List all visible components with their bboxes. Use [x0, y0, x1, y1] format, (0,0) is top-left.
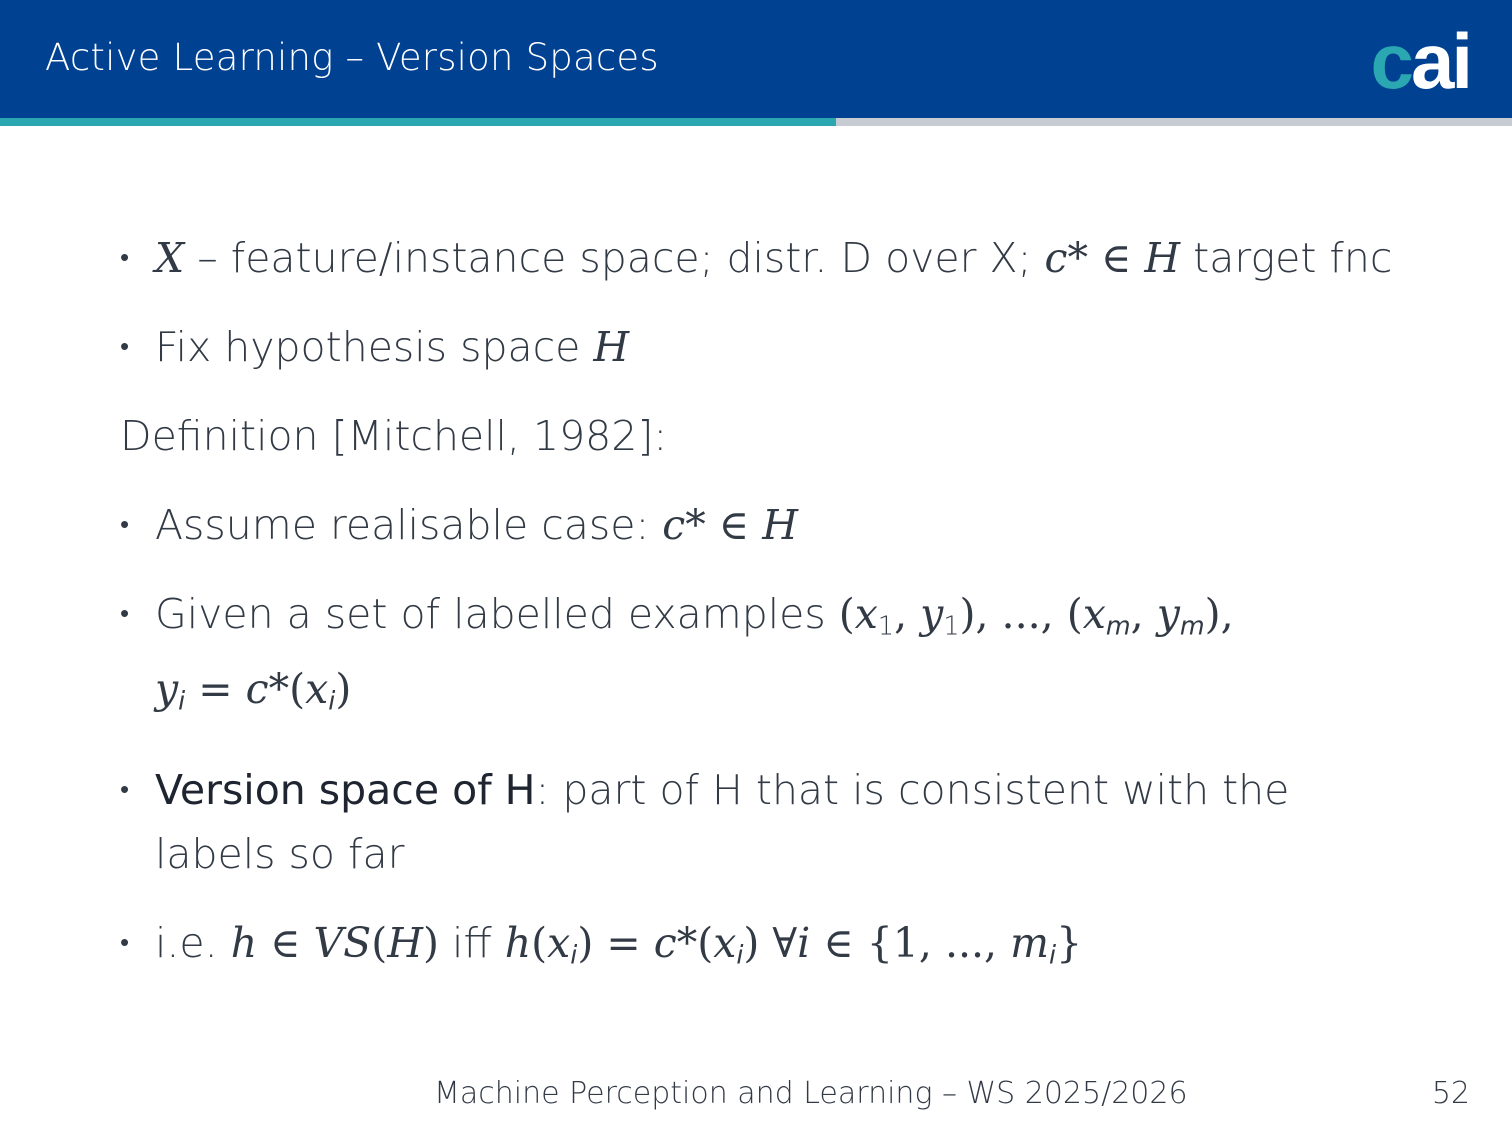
math-sub: i — [1049, 939, 1057, 970]
math-paren: ), ..., ( — [959, 590, 1083, 638]
cai-logo — [1370, 17, 1470, 105]
math-star: * — [268, 665, 290, 714]
math-set: ∈ {1, ..., — [810, 918, 1011, 967]
text: Assume realisable case: — [155, 501, 663, 549]
term-version-space: Version space of H — [155, 765, 536, 814]
math-paren: ( — [697, 918, 714, 967]
logo-ai: ai — [1410, 17, 1470, 105]
math-c: c — [1044, 234, 1068, 282]
math-x: x — [1082, 590, 1106, 638]
logo-c: c — [1370, 17, 1411, 105]
math-paren: ) — [335, 665, 352, 714]
math-in: ∈ — [705, 501, 763, 549]
math-sub: i — [328, 685, 336, 716]
bullet-feature-space — [120, 226, 1410, 290]
slide-header — [0, 0, 1512, 118]
text: target fnc — [1180, 234, 1393, 282]
math-y: y — [1156, 590, 1180, 638]
text: Given a set of labelled examples — [155, 590, 839, 638]
text: iff — [452, 918, 505, 967]
math-eq: ) = — [577, 918, 654, 967]
math-x: x — [713, 918, 737, 967]
text: – feature/instance space; distr. D over X; — [184, 234, 1045, 282]
math-sub: 1 — [943, 610, 960, 641]
math-star: * — [1067, 234, 1088, 282]
math-x: X — [155, 234, 185, 282]
bullet-list-2 — [120, 493, 1410, 986]
bullet-realisable — [120, 493, 1410, 557]
math-x: x — [547, 918, 571, 967]
bullet-ie — [120, 911, 1410, 986]
math-y: y — [155, 665, 179, 714]
math-sub: m — [1179, 610, 1205, 641]
math-c: c — [662, 501, 686, 549]
math-h: h — [504, 918, 532, 967]
math-in: ∈ — [257, 918, 314, 967]
math-paren: ) — [423, 918, 453, 967]
math-paren: ( — [371, 918, 388, 967]
bullet-hypothesis-space — [120, 315, 1410, 379]
math-h: H — [593, 323, 630, 371]
page-number: 52 — [1431, 1076, 1470, 1111]
math-h: H — [387, 918, 424, 967]
math-paren: ), — [1204, 590, 1234, 638]
slide-title: Active Learning – Version Spaces — [45, 36, 659, 79]
math-sub: m — [1105, 610, 1131, 641]
math-vs: VS — [313, 918, 372, 967]
math-comma: , — [1130, 590, 1157, 638]
text: i.e. — [155, 918, 231, 967]
math-paren: ( — [531, 918, 548, 967]
math-h: H — [762, 501, 798, 549]
math-m: m — [1010, 918, 1050, 967]
math-y: y — [920, 590, 944, 638]
math-eq: = — [185, 665, 246, 714]
math-i: i — [797, 918, 811, 967]
math-forall: ) ∀ — [743, 918, 798, 967]
math-h: h — [230, 918, 258, 967]
math-star: * — [685, 501, 706, 549]
math-c: c — [653, 918, 677, 967]
text: Fix hypothesis space — [155, 323, 594, 371]
math-paren: ( — [289, 665, 306, 714]
definition-heading: Definition [Mitchell, 1982]: — [120, 412, 668, 460]
math-in: ∈ — [1087, 234, 1145, 282]
math-star: * — [676, 918, 698, 967]
math-x: x — [854, 590, 878, 638]
footer-course: Machine Perception and Learning – WS 2025/2026 — [434, 1076, 1188, 1111]
math-x: x — [305, 665, 329, 714]
math-sub: i — [570, 939, 578, 970]
bullet-version-space — [120, 758, 1410, 886]
bullet-list-1 — [120, 226, 1410, 379]
math-sub: i — [736, 939, 744, 970]
bullet-labelled-examples — [120, 582, 1410, 733]
math-sub: i — [178, 685, 186, 716]
math-paren: ( — [838, 590, 855, 638]
progress-bar-fill — [0, 118, 836, 126]
math-sub: 1 — [877, 610, 895, 641]
progress-bar — [0, 118, 1512, 126]
slide-content — [120, 226, 1410, 1011]
text: : part of H that is consistent with the labels so far — [155, 765, 1290, 878]
math-c: c — [245, 665, 269, 714]
math-brace: } — [1056, 918, 1083, 967]
math-h: H — [1144, 234, 1181, 282]
math-comma: , — [894, 590, 921, 638]
